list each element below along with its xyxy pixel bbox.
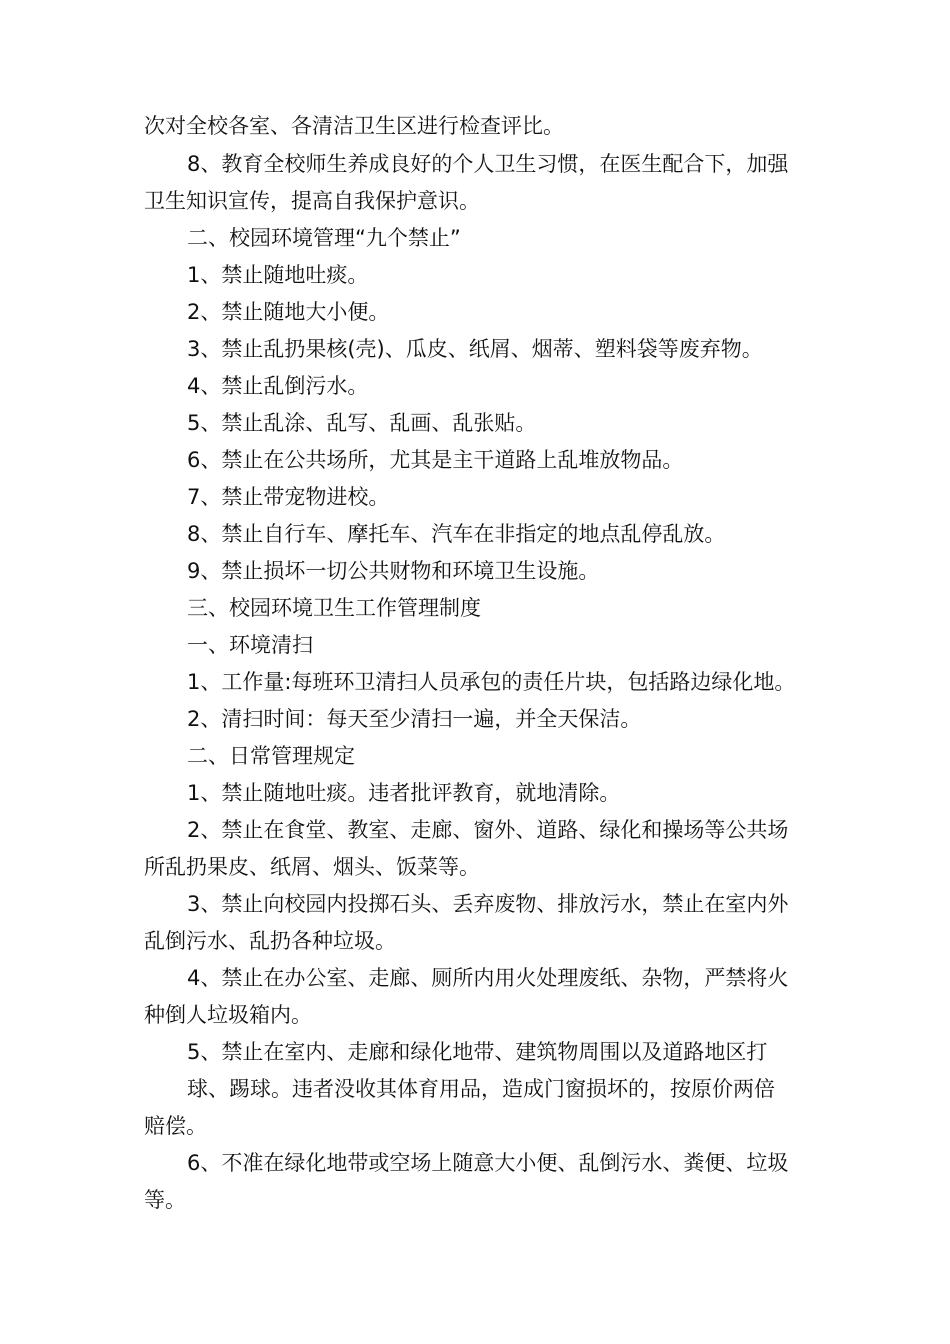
- section-heading: 二、校园环境管理“九个禁止”: [187, 226, 461, 250]
- text-line: 8、禁止自行车、摩托车、汽车在非指定的地点乱停乱放。: [187, 522, 726, 546]
- section-heading: 三、校园环境卫生工作管理制度: [187, 596, 481, 620]
- text-line: 2、禁止随地大小便。: [187, 300, 390, 324]
- text-line: 6、禁止在公共场所，尤其是主干道路上乱堆放物品。: [187, 448, 684, 472]
- text-line: 8、教育全校师生养成良好的个人卫生习惯，在医生配合下，加强: [187, 152, 789, 176]
- text-line: 乱倒污水、乱扔各种垃圾。: [144, 929, 396, 953]
- text-line: 5、禁止乱涂、乱写、乱画、乱张贴。: [187, 411, 537, 435]
- text-line: 次对全校各室、各清洁卫生区进行检查评比。: [144, 114, 564, 138]
- text-line: 等。: [144, 1188, 186, 1212]
- text-line: 球、踢球。违者没收其体育用品，造成门窗损坏的，按原价两倍: [187, 1077, 775, 1101]
- section-heading: 一、环境清扫: [187, 633, 313, 657]
- text-line: 4、禁止在办公室、走廊、厕所内用火处理废纸、杂物，严禁将火: [187, 966, 789, 990]
- text-line: 7、禁止带宠物进校。: [187, 485, 390, 509]
- text-line: 赔偿。: [144, 1114, 207, 1138]
- text-line: 6、不准在绿化地带或空场上随意大小便、乱倒污水、粪便、垃圾: [187, 1151, 789, 1175]
- text-line: 种倒人垃圾箱内。: [144, 1003, 312, 1027]
- text-line: 1、禁止随地吐痰。违者批评教育，就地清除。: [187, 781, 621, 805]
- text-line: 卫生知识宣传，提高自我保护意识。: [144, 189, 480, 213]
- text-line: 4、禁止乱倒污水。: [187, 374, 369, 398]
- text-line: 2、禁止在食堂、教室、走廊、窗外、道路、绿化和操场等公共场: [187, 818, 789, 842]
- text-line: 9、禁止损坏一切公共财物和环境卫生设施。: [187, 559, 600, 583]
- text-line: 3、禁止乱扔果核(壳)、瓜皮、纸屑、烟蒂、塑料袋等废弃物。: [187, 337, 763, 361]
- text-line: 2、清扫时间：每天至少清扫一遍，并全天保洁。: [187, 707, 642, 731]
- text-line: 3、禁止向校园内投掷石头、丢弃废物、排放污水，禁止在室内外: [187, 892, 789, 916]
- text-line: 1、禁止随地吐痰。: [187, 263, 369, 287]
- text-line: 所乱扔果皮、纸屑、烟头、饭菜等。: [144, 855, 480, 879]
- section-heading: 二、日常管理规定: [187, 744, 355, 768]
- text-line: 1、工作量:每班环卫清扫人员承包的责任片块，包括路边绿化地。: [187, 670, 796, 694]
- text-line: 5、禁止在室内、走廊和绿化地带、建筑物周围以及道路地区打: [187, 1040, 768, 1064]
